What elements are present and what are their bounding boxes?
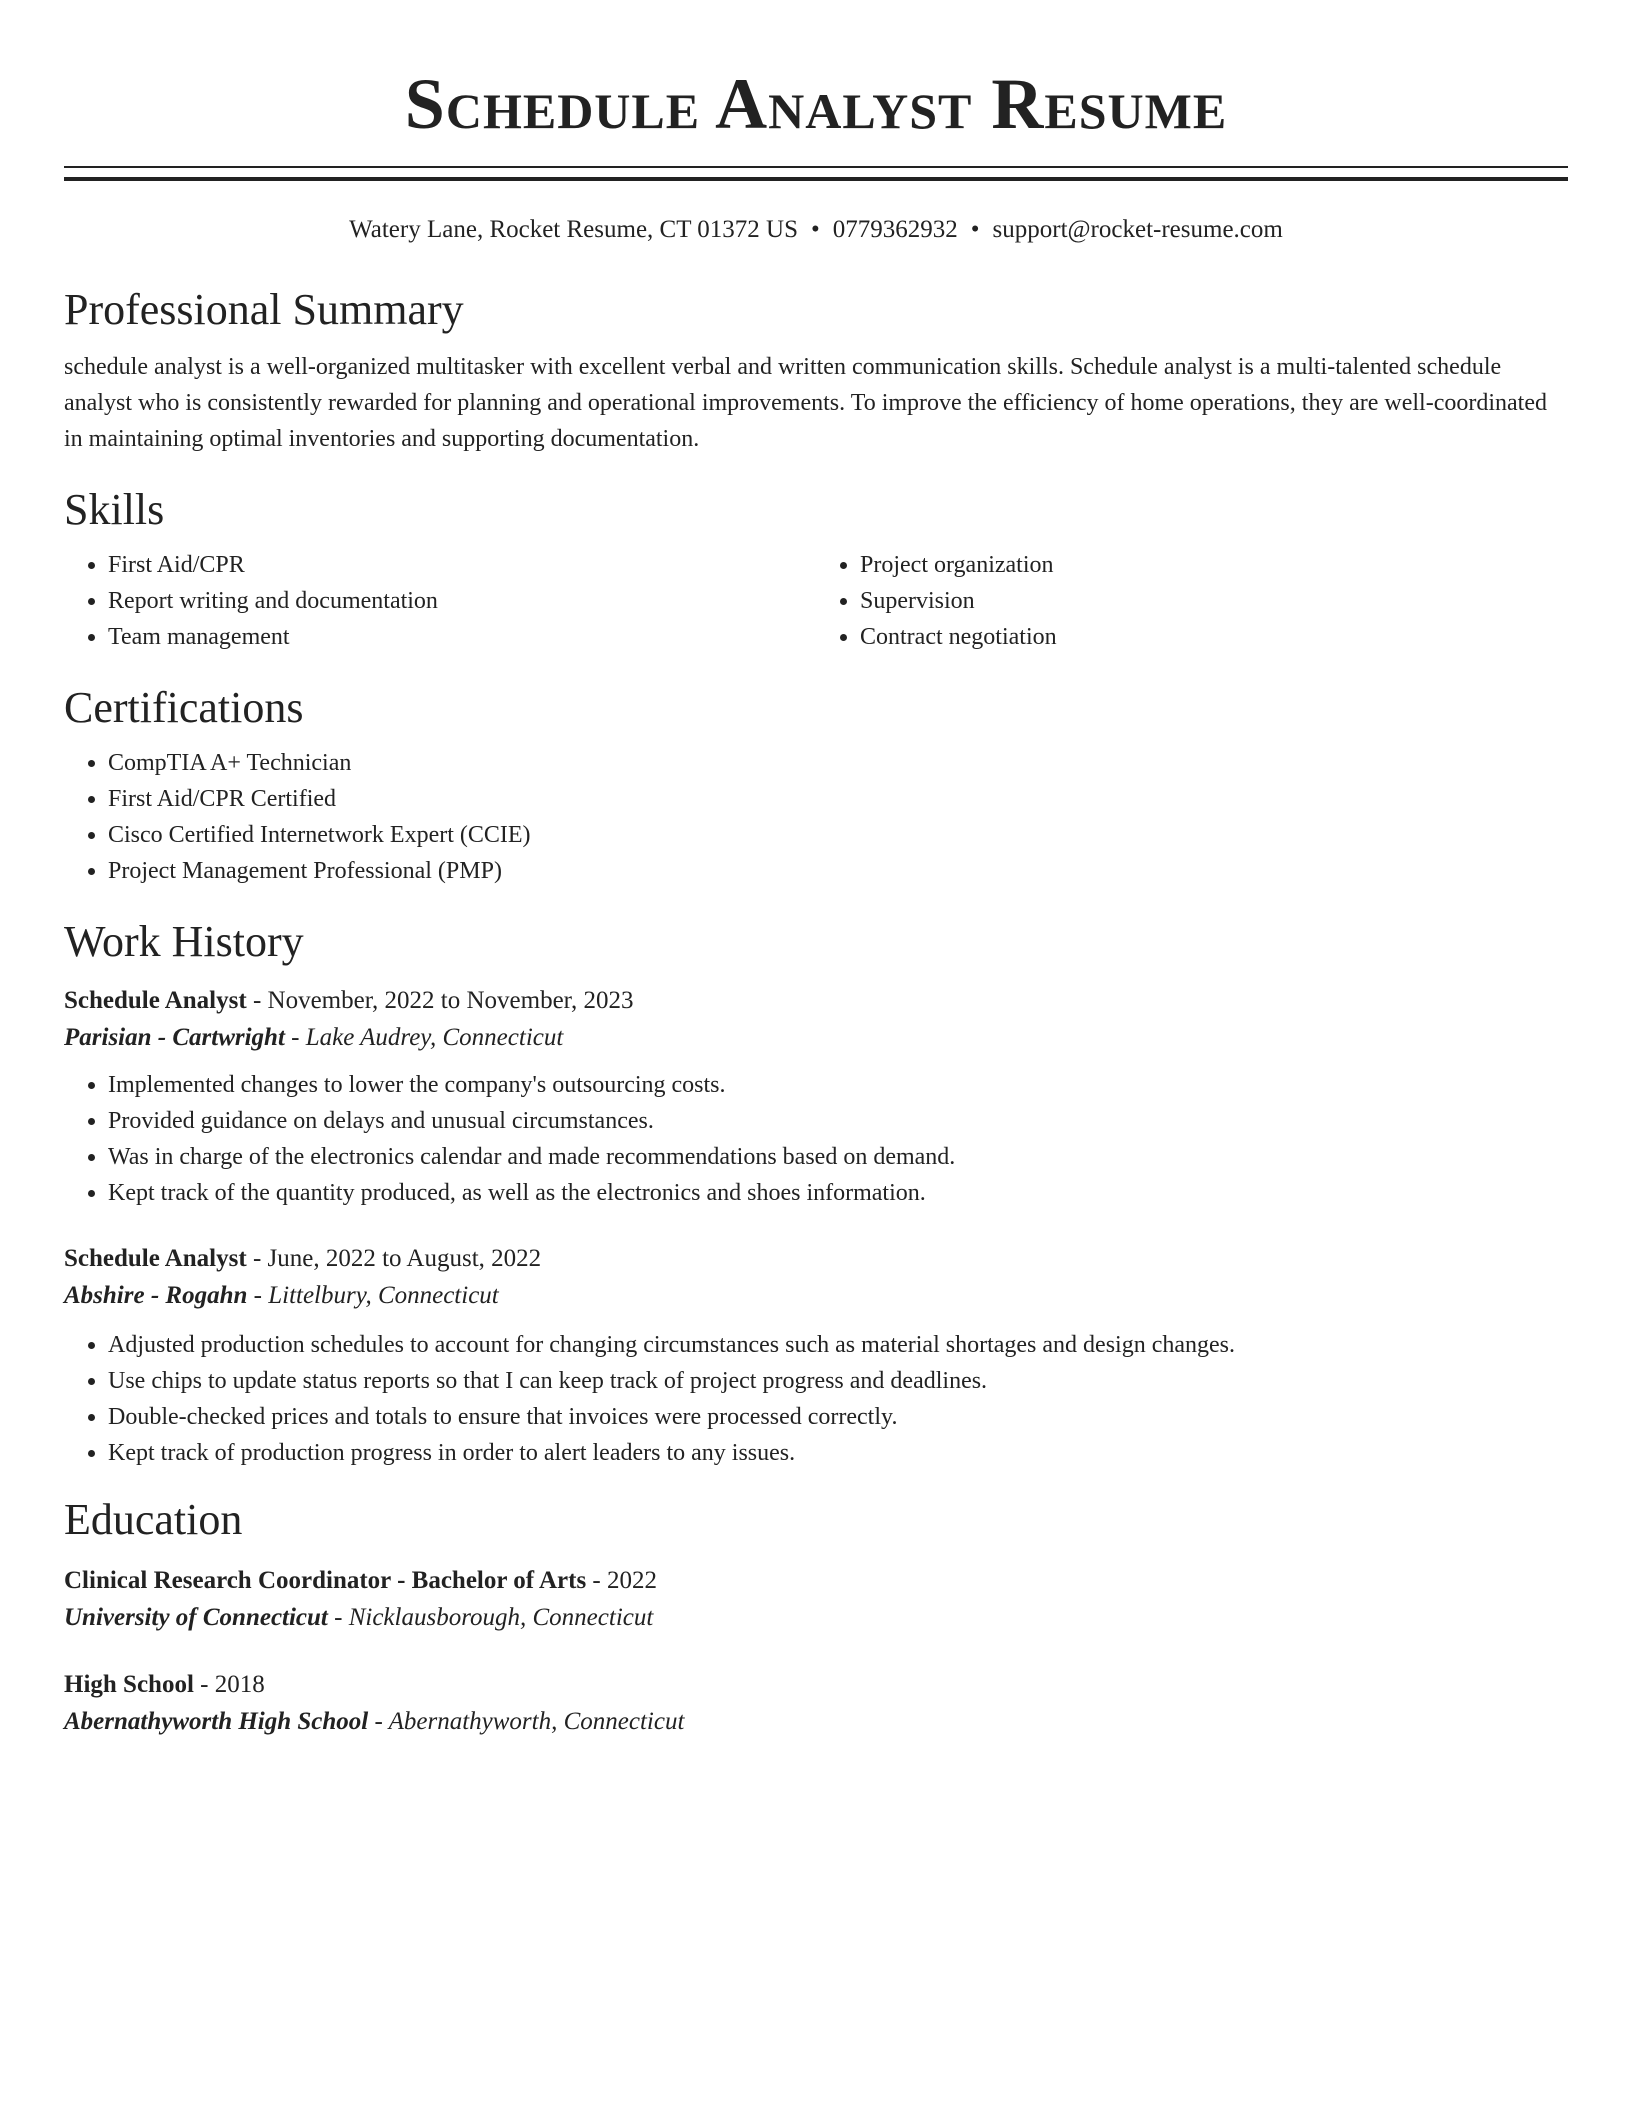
contact-phone[interactable]: 0779362932 [832, 216, 958, 243]
skill-item: • Report writing and documentation [108, 583, 816, 619]
skills-list-left [64, 547, 816, 655]
summary-section [64, 283, 1568, 457]
skill-item: • Contract negotiation [860, 619, 1568, 655]
education-degree: Clinical Research Coordinator - Bachelor of Arts [64, 1567, 587, 1594]
certification-item: • Cisco Certified Internetwork Expert (CCIE) [108, 817, 1568, 853]
job-bullet: • Adjusted production schedules to account for changing circumstances such as material shortages and design changes. [108, 1327, 1568, 1363]
job-title-line [64, 1241, 1568, 1277]
education-degree-line [64, 1667, 1568, 1703]
education-school: University of Connecticut [64, 1604, 328, 1631]
job-bullets [64, 1067, 1568, 1211]
skill-item: • Team management [108, 619, 816, 655]
education-school-line [64, 1703, 1568, 1741]
job-company: Parisian - Cartwright [64, 1024, 285, 1051]
resume-page [64, 0, 1568, 1741]
education-year: - 2022 [586, 1567, 657, 1594]
summary-text: schedule analyst is a well-organized multitasker with excellent verbal and written communication skills. Schedule analyst is a multi-talented schedule analyst who is consistently rewarded for planning and operational improvements. To improve the efficiency of home operations, they are well-coordinated in maintaining optimal inventories and supporting documentation. [64, 354, 1547, 452]
education-year: - 2018 [193, 1671, 265, 1698]
job-bullet: • Use chips to update status reports so that I can keep track of project progress and deadlines. [108, 1363, 1568, 1399]
work-history-section [64, 915, 1568, 1471]
job-bullets [64, 1327, 1568, 1471]
job-company: Abshire - Rogahn [64, 1282, 248, 1309]
skill-item: • Supervision [860, 583, 1568, 619]
job-entry [64, 1241, 1568, 1471]
job-dates: - November, 2022 to November, 2023 [246, 987, 634, 1014]
education-degree-line [64, 1563, 1568, 1599]
education-location: - Nicklausborough, Connecticut [327, 1604, 654, 1631]
job-company-line [64, 1019, 1568, 1057]
title-divider [64, 166, 1568, 181]
page-title: Schedule Analyst Resume [404, 64, 1228, 144]
contact-email[interactable]: support@rocket-resume.com [992, 216, 1283, 243]
certification-item: • Project Management Professional (PMP) [108, 853, 1568, 889]
skills-columns [64, 537, 1568, 655]
contact-separator: • [970, 216, 980, 243]
certification-item: • First Aid/CPR Certified [108, 781, 1568, 817]
education-heading: Education [64, 1495, 243, 1544]
job-title-line [64, 983, 1568, 1019]
skills-section [64, 483, 1568, 655]
job-dates: - June, 2022 to August, 2022 [246, 1245, 542, 1272]
skills-heading: Skills [64, 485, 165, 534]
contact-address: Watery Lane, Rocket Resume, CT 01372 US [349, 216, 798, 243]
job-bullet: • Kept track of production progress in order to alert leaders to any issues. [108, 1435, 1568, 1471]
skills-list-right [816, 547, 1568, 655]
job-bullet: • Was in charge of the electronics calendar and made recommendations based on demand. [108, 1139, 1568, 1175]
job-bullet: • Kept track of the quantity produced, as well as the electronics and shoes information. [108, 1175, 1568, 1211]
job-location: - Lake Audrey, Connecticut [284, 1024, 564, 1051]
education-location: - Abernathyworth, Connecticut [368, 1708, 685, 1735]
education-entry [64, 1667, 1568, 1741]
certifications-section [64, 681, 1568, 889]
education-entry [64, 1563, 1568, 1637]
certifications-list [64, 745, 1568, 889]
job-bullet: • Implemented changes to lower the company's outsourcing costs. [108, 1067, 1568, 1103]
job-company-line [64, 1277, 1568, 1315]
job-title: Schedule Analyst [64, 987, 247, 1014]
job-entry [64, 983, 1568, 1211]
education-school: Abernathyworth High School [64, 1708, 369, 1735]
education-school-line [64, 1599, 1568, 1637]
certifications-heading: Certifications [64, 683, 304, 732]
contact-line [64, 215, 1568, 245]
summary-heading: Professional Summary [64, 285, 464, 334]
job-title: Schedule Analyst [64, 1245, 247, 1272]
education-degree: High School [64, 1671, 194, 1698]
work-history-heading: Work History [64, 917, 304, 966]
education-section [64, 1493, 1568, 1741]
job-bullet: • Provided guidance on delays and unusual circumstances. [108, 1103, 1568, 1139]
certification-item: • CompTIA A+ Technician [108, 745, 1568, 781]
job-location: - Littelbury, Connecticut [247, 1282, 499, 1309]
job-bullet: • Double-checked prices and totals to ensure that invoices were processed correctly. [108, 1399, 1568, 1435]
skill-item: • Project organization [860, 547, 1568, 583]
skill-item: • First Aid/CPR [108, 547, 816, 583]
contact-separator: • [811, 216, 820, 243]
